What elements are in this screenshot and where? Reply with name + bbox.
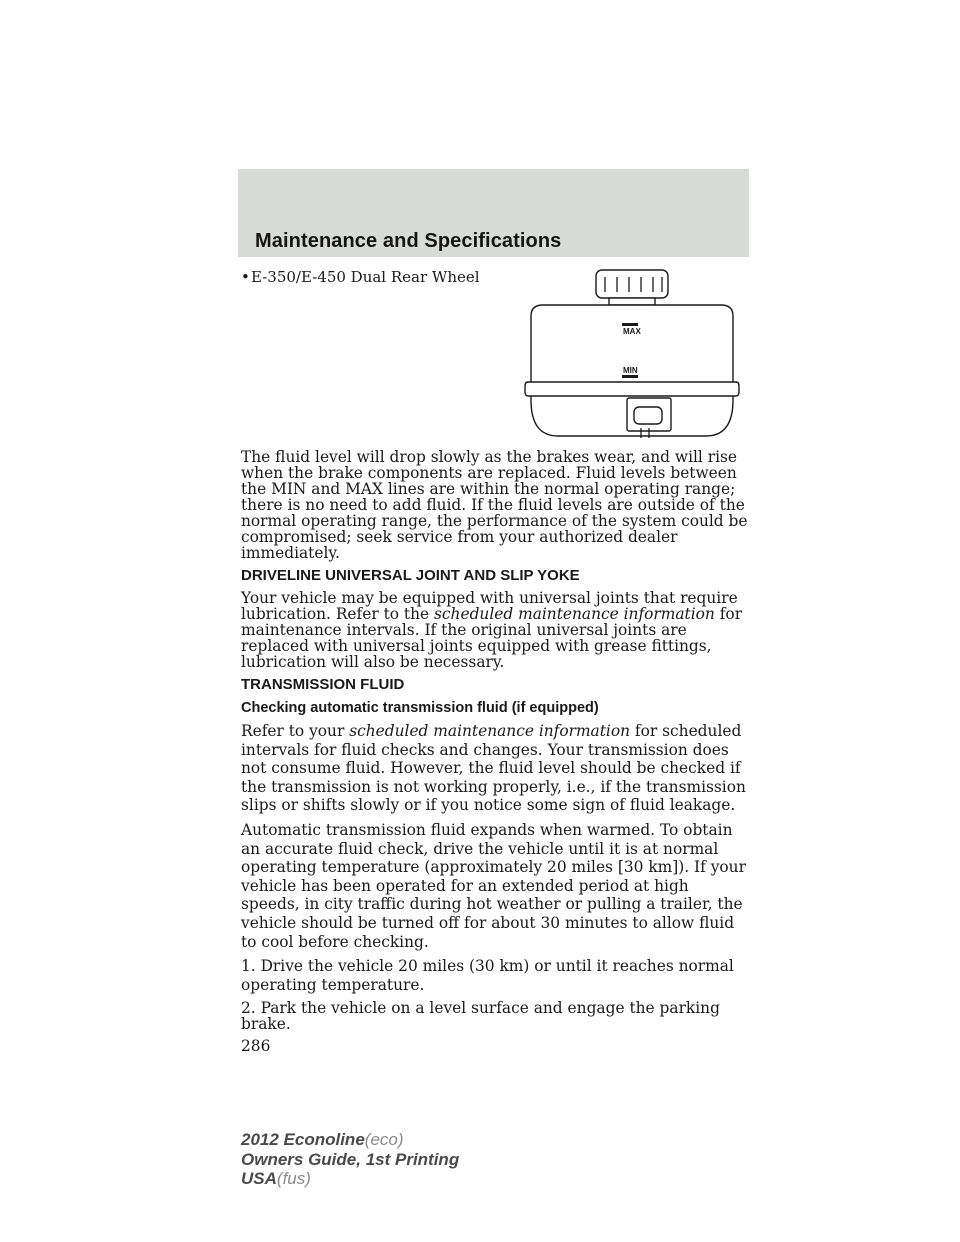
min-label: MIN [623, 366, 638, 375]
reservoir-cap [596, 270, 668, 298]
document-footer [241, 1130, 459, 1189]
paragraph-brake-fluid-level: The fluid level will drop slowly as the brakes wear, and will rise when the brake components are replaced. Fluid levels between the MIN and MAX lines are within the normal operating range; there is no need to add fluid. If the fluid levels are outside of the normal operating range, the performance of the system could be compromised; seek service from your authorized dealer immediately. [241, 448, 748, 562]
section-title: Maintenance and Specifications [255, 230, 562, 252]
reservoir-connector-plug [634, 407, 662, 424]
heading-transmission-fluid: TRANSMISSION FLUID [241, 676, 405, 693]
page-number: 286 [241, 1037, 271, 1056]
max-line [622, 323, 638, 326]
scheduled-maintenance-reference: scheduled maintenance information [349, 722, 631, 740]
max-label: MAX [623, 327, 641, 336]
step-1: 1. Drive the vehicle 20 miles (30 km) or until it reaches normal operating temperature. [241, 957, 734, 994]
footer-line-3: USA(fus) [241, 1169, 311, 1188]
subheading-checking-transmission-fluid: Checking automatic transmission fluid (if equipped) [241, 700, 599, 716]
step-2: 2. Park the vehicle on a level surface and engage the parking brake. [241, 999, 720, 1034]
scheduled-maintenance-reference: scheduled maintenance information [434, 605, 715, 623]
min-line [622, 375, 638, 378]
footer-line-1: 2012 Econoline(eco) [241, 1130, 404, 1149]
reservoir-neck [609, 298, 655, 305]
bullet-item [241, 268, 480, 286]
bullet-text: E-350/E-450 Dual Rear Wheel [251, 268, 480, 286]
bullet-dot-icon: • [241, 268, 250, 286]
reservoir-seam [525, 382, 739, 396]
heading-driveline: DRIVELINE UNIVERSAL JOINT AND SLIP YOKE [241, 567, 580, 584]
paragraph-driveline: Your vehicle may be equipped with universal joints that require lubrication. Refer to the scheduled maintenance information for maintenance intervals. If the original universal joints are replaced with universal joints equipped with grease fittings, lubrication will also be necessary. [241, 589, 743, 671]
section-header-band [238, 169, 749, 257]
page-body [241, 449, 751, 1060]
footer-line-2: Owners Guide, 1st Printing [241, 1149, 460, 1169]
paragraph-transmission-intervals: Refer to your scheduled maintenance information for scheduled intervals for fluid checks and changes. Your transmission does not consume fluid. However, the fluid level should be checked if the transmission is not working properly, i.e., if the transmission slips or shifts slowly or if you notice some sign of fluid leakage. [241, 722, 746, 815]
brake-fluid-reservoir-illustration [521, 268, 741, 443]
paragraph-fluid-expansion: Automatic transmission fluid expands when warmed. To obtain an accurate fluid check, drive the vehicle until it is at normal operating temperature (approximately 20 miles [30 km]). If your vehicle has been operated for an extended period at high speeds, in city traffic during hot weather or pulling a trailer, the vehicle should be turned off for about 30 minutes to allow fluid to cool before checking. [241, 820, 746, 951]
